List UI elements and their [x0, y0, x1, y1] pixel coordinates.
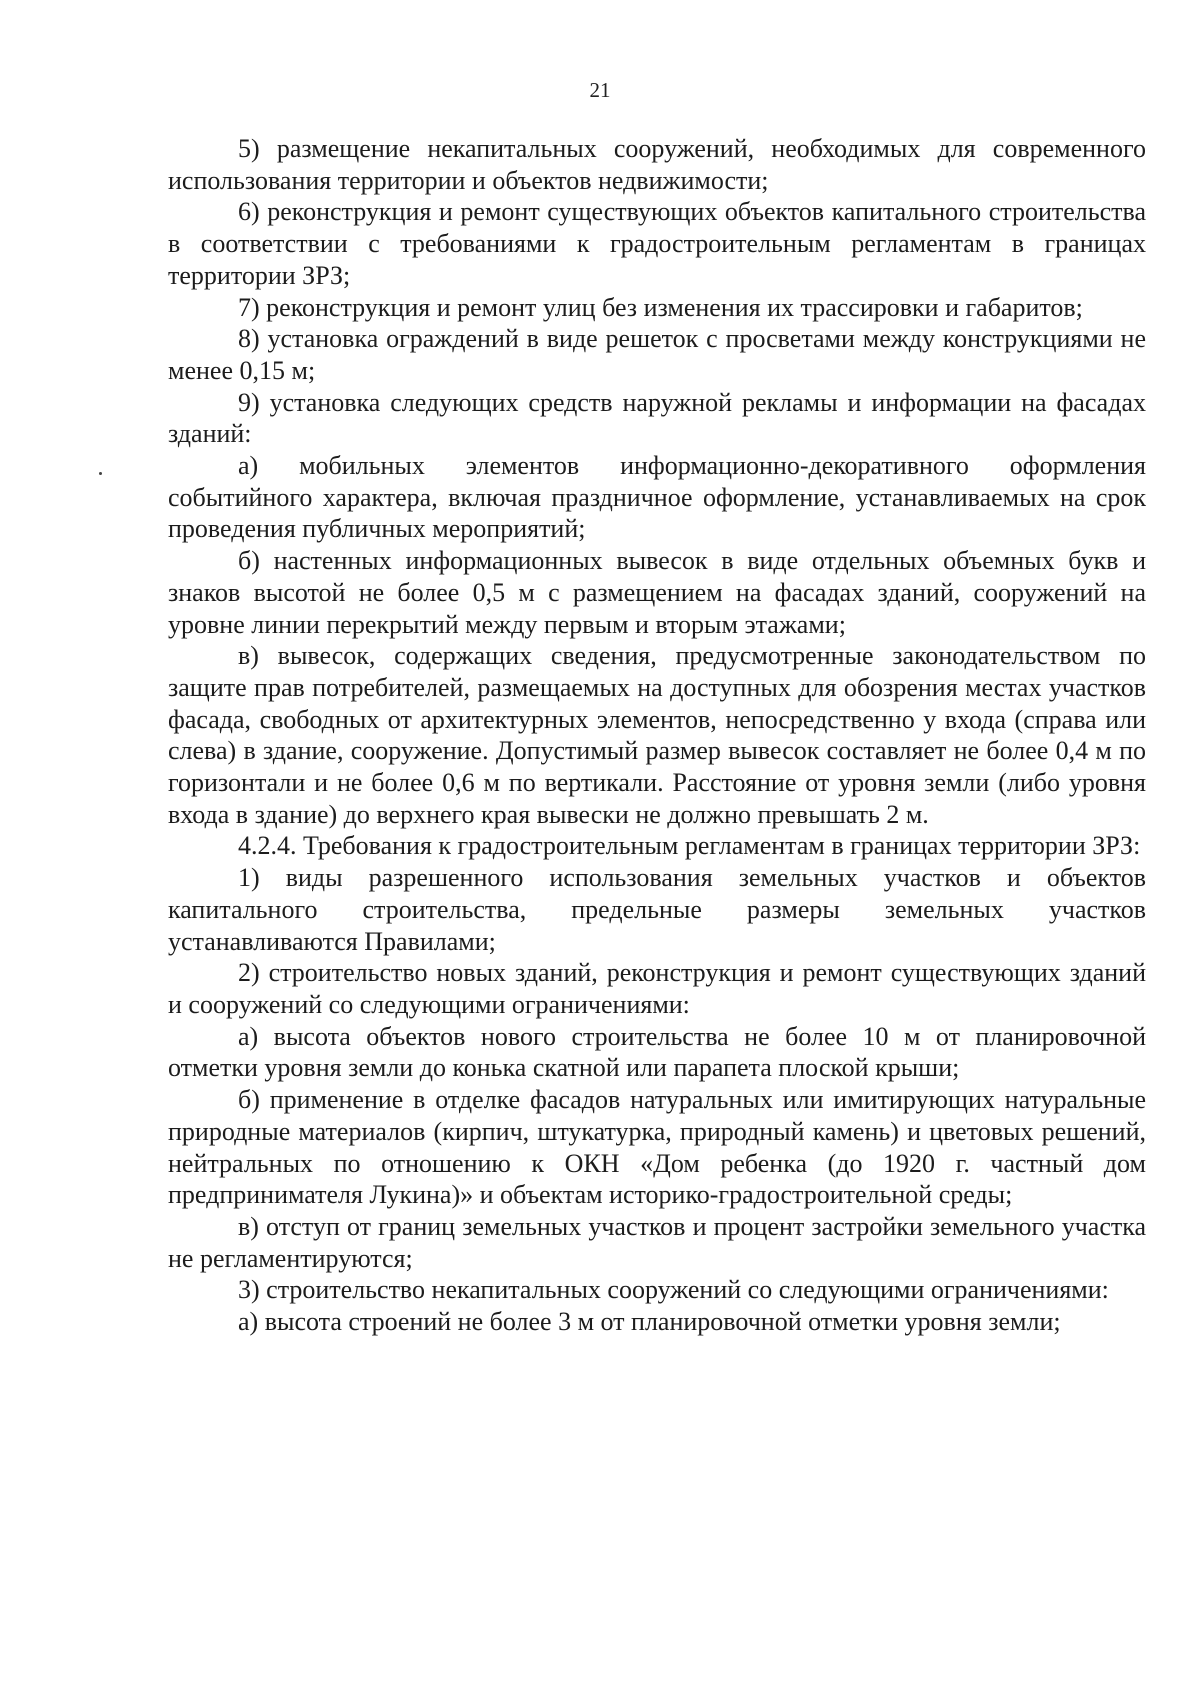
paragraph-item-7: 7) реконструкция и ремонт улиц без изменения их трассировки и габаритов;: [238, 292, 1083, 322]
paragraph-subitem-v-setback: в) отступ от границ земельных участков и процент застройки земельного участка не регламентируются;: [168, 1211, 1146, 1273]
paragraph-subitem-v: в) вывесок, содержащих сведения, предусмотренные законодательством по защите прав потребителей, размещаемых на доступных для обозрения местах участков фасада, свободных от архитектурных элементов, непосредственно у входа (справа или слева) в здание, сооружение. Допустимый размер вывесок составляет не более 0,4 м по горизонтали и не более 0,6 м по вертикали. Расстояние от уровня земли (либо уровня входа в здание) до верхнего края вывески не должно превышать 2 м.: [168, 641, 1146, 829]
paragraph-item-3: 3) строительство некапитальных сооружений со следующими ограничениями:: [238, 1275, 1109, 1305]
scan-speck: [99, 472, 102, 475]
paragraph-subitem-b: б) настенных информационных вывесок в виде отдельных объемных букв и знаков высотой не более 0,5 м с размещением на фасадах зданий, сооружений на уровне линии перекрытий между первым и вторым этажами;: [168, 546, 1146, 639]
paragraph-subitem-b-facades: б) применение в отделке фасадов натуральных или имитирующих натуральные природные материалов (кирпич, штукатурка, природный камень) и цветовых решений, нейтральных по отношению к ОКН «Дом ребенка (до 1920 г. частный дом предпринимателя Лукина)» и объектам историко-градостроительной среды;: [168, 1085, 1146, 1210]
document-body: [168, 133, 1146, 1338]
paragraph-item-2: 2) строительство новых зданий, реконструкция и ремонт существующих зданий и сооружений со следующими ограничениями:: [168, 958, 1146, 1019]
section-heading-4-2-4: 4.2.4. Требования к градостроительным регламентам в границах территории ЗРЗ:: [238, 831, 1141, 861]
paragraph-item-5: 5) размещение некапитальных сооружений, необходимых для современного использования территории и объектов недвижимости;: [168, 134, 1146, 195]
paragraph-item-8: 8) установка ограждений в виде решеток с просветами между конструкциями не менее 0,15 м;: [168, 324, 1146, 385]
paragraph-subitem-a-height: а) высота объектов нового строительства не более 10 м от планировочной отметки уровня земли до конька скатной или парапета плоской крыши;: [168, 1021, 1146, 1083]
paragraph-subitem-a-structures: а) высота строений не более 3 м от планировочной отметки уровня земли;: [238, 1307, 1061, 1337]
paragraph-item-6: 6) реконструкция и ремонт существующих объектов капитального строительства в соответствии с требованиями к градостроительным регламентам в границах территории ЗРЗ;: [168, 197, 1146, 290]
paragraph-item-9: 9) установка следующих средств наружной рекламы и информации на фасадах зданий:: [168, 387, 1146, 449]
paragraph-item-1: 1) виды разрешенного использования земельных участков и объектов капитального строительства, предельные размеры земельных участков устанавливаются Правилами;: [168, 863, 1146, 956]
paragraph-subitem-a: а) мобильных элементов информационно-декоративного оформления событийного характера, включая праздничное оформление, устанавливаемых на срок проведения публичных мероприятий;: [168, 451, 1146, 544]
page-number: 21: [589, 78, 611, 102]
